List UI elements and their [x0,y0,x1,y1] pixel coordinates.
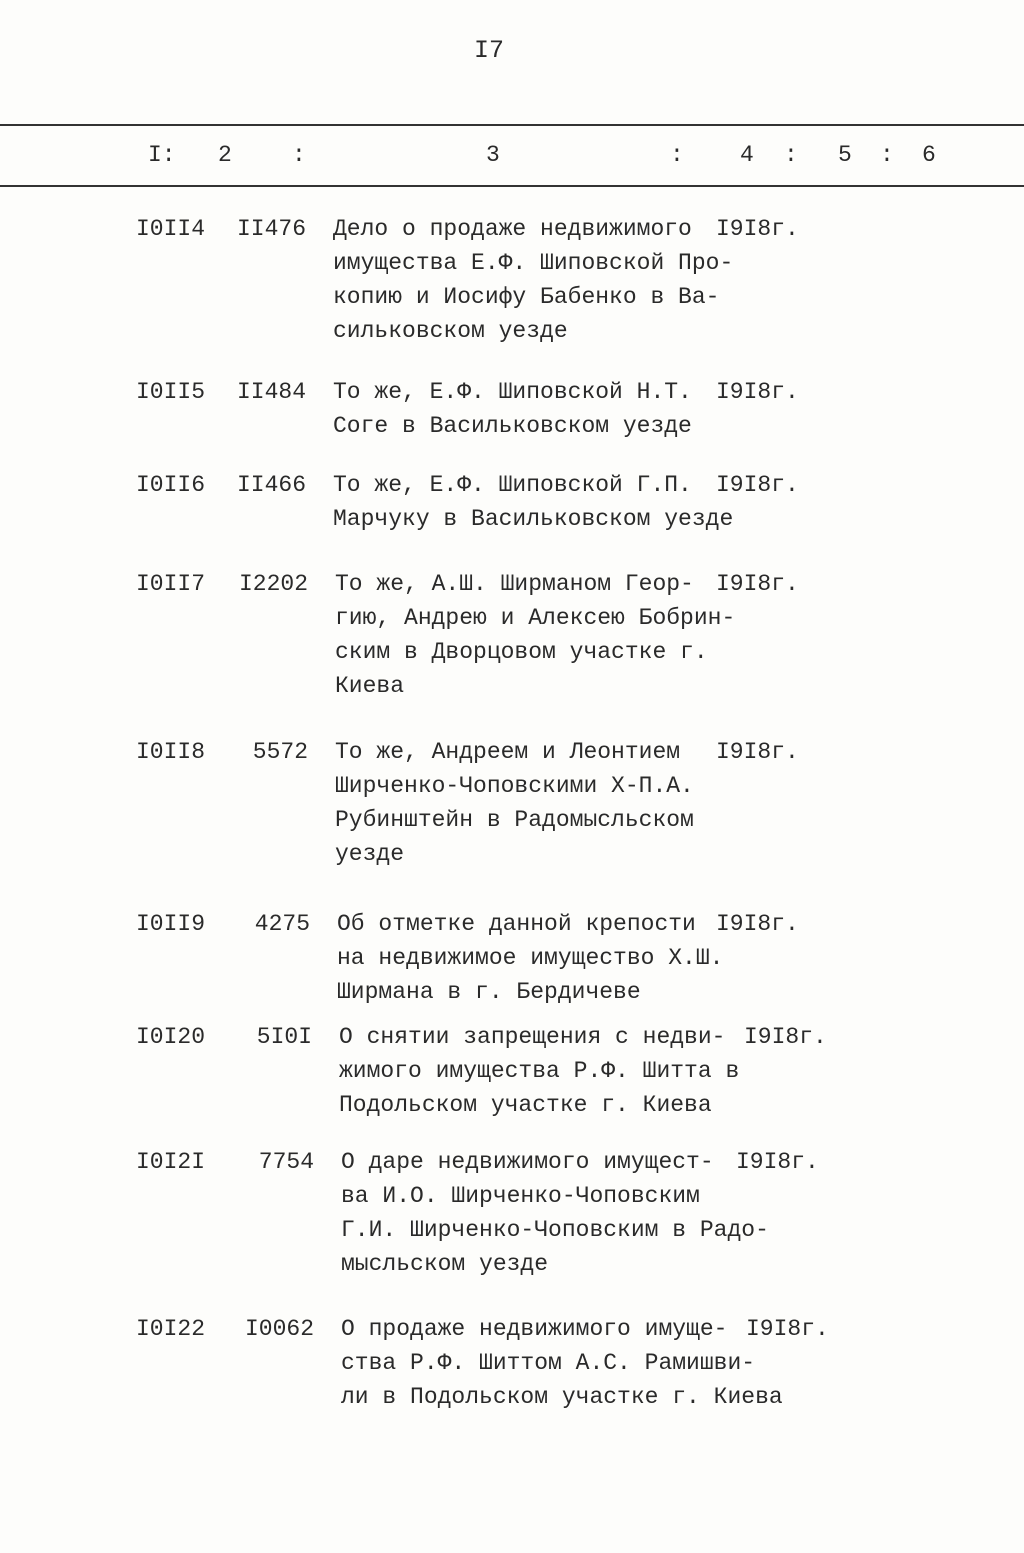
entry-year: I9I8г. [716,472,799,498]
entry-number: I0II8 [136,739,206,765]
case-number: I0062 [244,1316,314,1342]
entry-year: I9I8г. [716,216,799,242]
entry-title: То же, Е.Ф. Шиповской Г.П. Марчуку в Васильковском уезде [333,472,734,532]
case-number: II476 [236,216,306,242]
entry-title: Дело о продаже недвижимого имущества Е.Ф. Шиповской Про- копию и Иосифу Бабенко в Ва- сильковском уезде [333,216,734,344]
entry-number: I0I20 [136,1024,206,1050]
entry-number: I0I2I [136,1149,206,1175]
page-number: I7 [474,36,505,65]
column-header-cell: 5 [838,142,852,168]
case-number: II484 [236,379,306,405]
entry-year: I9I8г. [716,571,799,597]
column-header-cell: I: [148,142,176,168]
column-header-cell: : [784,142,798,168]
entry-year: I9I8г. [716,739,799,765]
column-header-cell: : [880,142,894,168]
case-number: 5572 [252,739,308,765]
case-number: II466 [236,472,306,498]
entry-year: I9I8г. [736,1149,819,1175]
column-header-cell: 3 [486,142,500,168]
entry-title: То же, Е.Ф. Шиповской Н.Т. Соге в Васильковском уезде [333,379,692,439]
entry-title: То же, Андреем и Леонтием Ширченко-Чоповскими Х-П.А. Рубинштейн в Радомысльском уезде [335,739,694,867]
column-header-cell: 6 [922,142,936,168]
entry-number: I0II4 [136,216,206,242]
column-header-cell: 4 [740,142,754,168]
case-number: I2202 [238,571,308,597]
entry-number: I0II7 [136,571,206,597]
entry-year: I9I8г. [716,379,799,405]
entry-title: О даре недвижимого имущест- ва И.О. Ширченко-Чоповским Г.И. Ширченко-Чоповским в Радо- мысльском уезде [341,1149,769,1277]
column-header-cell: 2 [218,142,232,168]
entry-number: I0II6 [136,472,206,498]
top-rule [0,124,1024,126]
entry-year: I9I8г. [716,911,799,937]
entry-year: I9I8г. [746,1316,829,1342]
entry-title: О продаже недвижимого имуще- ства Р.Ф. Шиттом А.С. Рамишви- ли в Подольском участке г. Киева [341,1316,783,1410]
column-header-cell: : [670,142,684,168]
column-header-cell: : [292,142,306,168]
entry-title: Об отметке данной крепости на недвижимое имущество Х.Ш. Ширмана в г. Бердичеве [337,911,724,1005]
case-number: 5I0I [256,1024,312,1050]
entry-number: I0I22 [136,1316,206,1342]
case-number: 7754 [258,1149,314,1175]
entry-year: I9I8г. [744,1024,827,1050]
entry-title: То же, А.Ш. Ширманом Геор- гию, Андрею и Алексею Бобрин- ским в Дворцовом участке г. Киева [335,571,736,699]
header-rule [0,185,1024,187]
case-number: 4275 [254,911,310,937]
entry-title: О снятии запрещения с недви- жимого имущества Р.Ф. Шитта в Подольском участке г. Киева [339,1024,740,1118]
entry-number: I0II9 [136,911,206,937]
entry-number: I0II5 [136,379,206,405]
